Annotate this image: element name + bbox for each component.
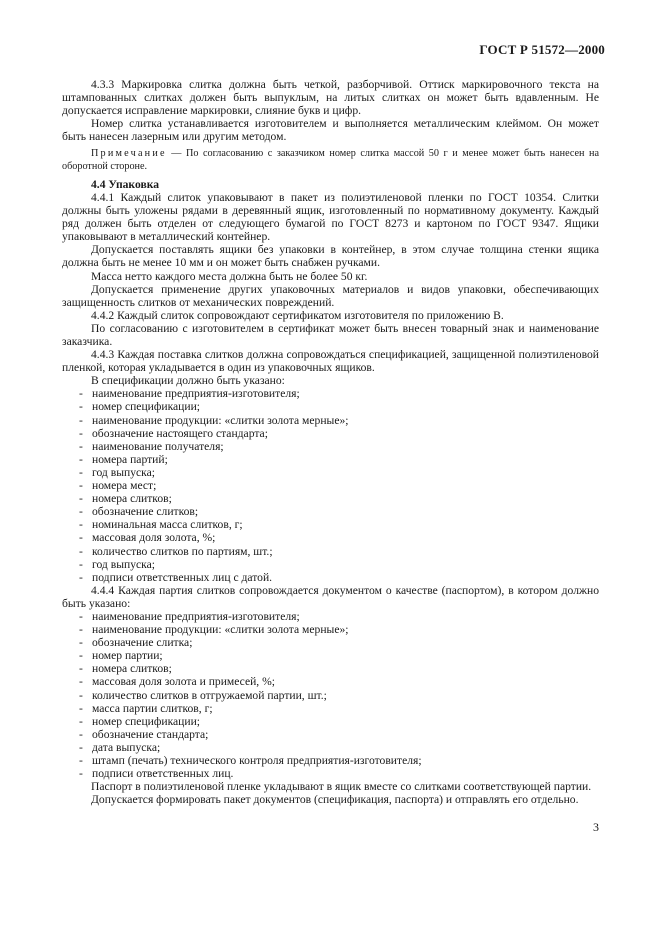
- paragraph-4-3-3-number: Номер слитка устанавливается изготовителем и выполняется металлическим клеймом. Он может быть нанесен лазерным или другим методом.: [62, 117, 599, 144]
- list-item: - штамп (печать) технического контроля предприятия-изготовителя;: [79, 754, 599, 767]
- list-item: - наименование предприятия-изготовителя;: [79, 387, 599, 400]
- paragraph-4-4-4-package: Допускается формировать пакет документов (спецификация, паспорта) и отправлять его отдельно.: [91, 793, 579, 807]
- list-item: - количество слитков по партиям, шт.;: [79, 545, 599, 558]
- list-item: - номер спецификации;: [79, 715, 599, 728]
- list-item: - номинальная масса слитков, г;: [79, 518, 599, 531]
- list-item: - массовая доля золота и примесей, %;: [79, 675, 599, 688]
- specification-list: [62, 387, 599, 583]
- paragraph-4-4-1: 4.4.1 Каждый слиток упаковывают в пакет из полиэтиленовой пленки по ГОСТ 10354. Слитки должны быть уложены рядами в деревянный ящик, изготовленный по нормативному документу. Каждый ряд должен быть отделен от следующего бумагой по ГОСТ 8273 и картоном по ГОСТ 9347. Ящики упаковывают в металлический контейнер.: [62, 190, 599, 244]
- page-number: 3: [593, 820, 599, 834]
- list-item: - обозначение слитка;: [79, 636, 599, 649]
- paragraph-4-4-3-intro: В спецификации должно быть указано:: [91, 374, 285, 388]
- list-item: - номер спецификации;: [79, 400, 599, 413]
- paragraph-4-3-3: 4.3.3 Маркировка слитка должна быть четкой, разборчивой. Оттиск маркировочного текста на штампованных слитках должен быть выпуклым, на литых слитках он может быть вдавленным. Не допускается исправление маркировки, слияние букв и цифр.: [62, 78, 599, 118]
- paragraph-4-4-1-other: Допускается применение других упаковочных материалов и видов упаковки, обеспечивающих защищенность слитков от механических повреждений.: [62, 282, 599, 309]
- list-item: - наименование получателя;: [79, 440, 599, 453]
- list-item: - наименование предприятия-изготовителя;: [79, 610, 599, 623]
- paragraph-4-4-1-box: Допускается поставлять ящики без упаковки в контейнер, в этом случае толщина стенки ящика должна быть не менее 10 мм и он может быть снабжен ручками.: [62, 243, 599, 270]
- document-body: [62, 78, 599, 806]
- list-item: - номер партии;: [79, 649, 599, 662]
- list-item: - наименование продукции: «слитки золота мерные»;: [79, 414, 599, 427]
- list-item: - наименование продукции: «слитки золота мерные»;: [79, 623, 599, 636]
- paragraph-4-4-1-mass: Масса нетто каждого места должна быть не более 50 кг.: [91, 269, 368, 283]
- list-item: - номера мест;: [79, 479, 599, 492]
- note-text: — По согласованию с заказчиком номер слитка массой 50 г и менее может быть нанесен на оборотной стороне.: [62, 148, 599, 172]
- list-item: - год выпуска;: [79, 466, 599, 479]
- note: [62, 148, 599, 172]
- document-header: ГОСТ Р 51572—2000: [479, 42, 605, 57]
- paragraph-4-4-4: 4.4.4 Каждая партия слитков сопровождается документом о качестве (паспортом), в котором должно быть указано:: [62, 583, 599, 610]
- list-item: - подписи ответственных лиц.: [79, 767, 599, 780]
- list-item: - обозначение настоящего стандарта;: [79, 427, 599, 440]
- list-item: - обозначение стандарта;: [79, 728, 599, 741]
- list-item: - количество слитков в отгружаемой партии, шт.;: [79, 689, 599, 702]
- list-item: - номера слитков;: [79, 492, 599, 505]
- passport-list: [62, 610, 599, 780]
- list-item: - подписи ответственных лиц с датой.: [79, 571, 599, 584]
- section-heading: 4.4 Упаковка: [91, 177, 160, 191]
- list-item: - масса партии слитков, г;: [79, 702, 599, 715]
- list-item: - дата выпуска;: [79, 741, 599, 754]
- list-item: - номера партий;: [79, 453, 599, 466]
- list-item: - массовая доля золота, %;: [79, 531, 599, 544]
- note-label: Примечание: [91, 148, 167, 160]
- paragraph-4-4-4-passport: Паспорт в полиэтиленовой пленке укладывают в ящик вместе со слитками соответствующей партии.: [91, 780, 592, 794]
- paragraph-4-4-3: 4.4.3 Каждая поставка слитков должна сопровождаться спецификацией, защищенной полиэтиленовой пленкой, которая укладывается в один из упаковочных ящиков.: [62, 348, 599, 375]
- paragraph-4-4-2-trademark: По согласованию с изготовителем в сертификат может быть внесен товарный знак и наименование заказчика.: [62, 321, 599, 348]
- paragraph-4-4-2: 4.4.2 Каждый слиток сопровождают сертификатом изготовителя по приложению В.: [91, 308, 504, 322]
- list-item: - номера слитков;: [79, 662, 599, 675]
- list-item: - год выпуска;: [79, 558, 599, 571]
- list-item: - обозначение слитков;: [79, 505, 599, 518]
